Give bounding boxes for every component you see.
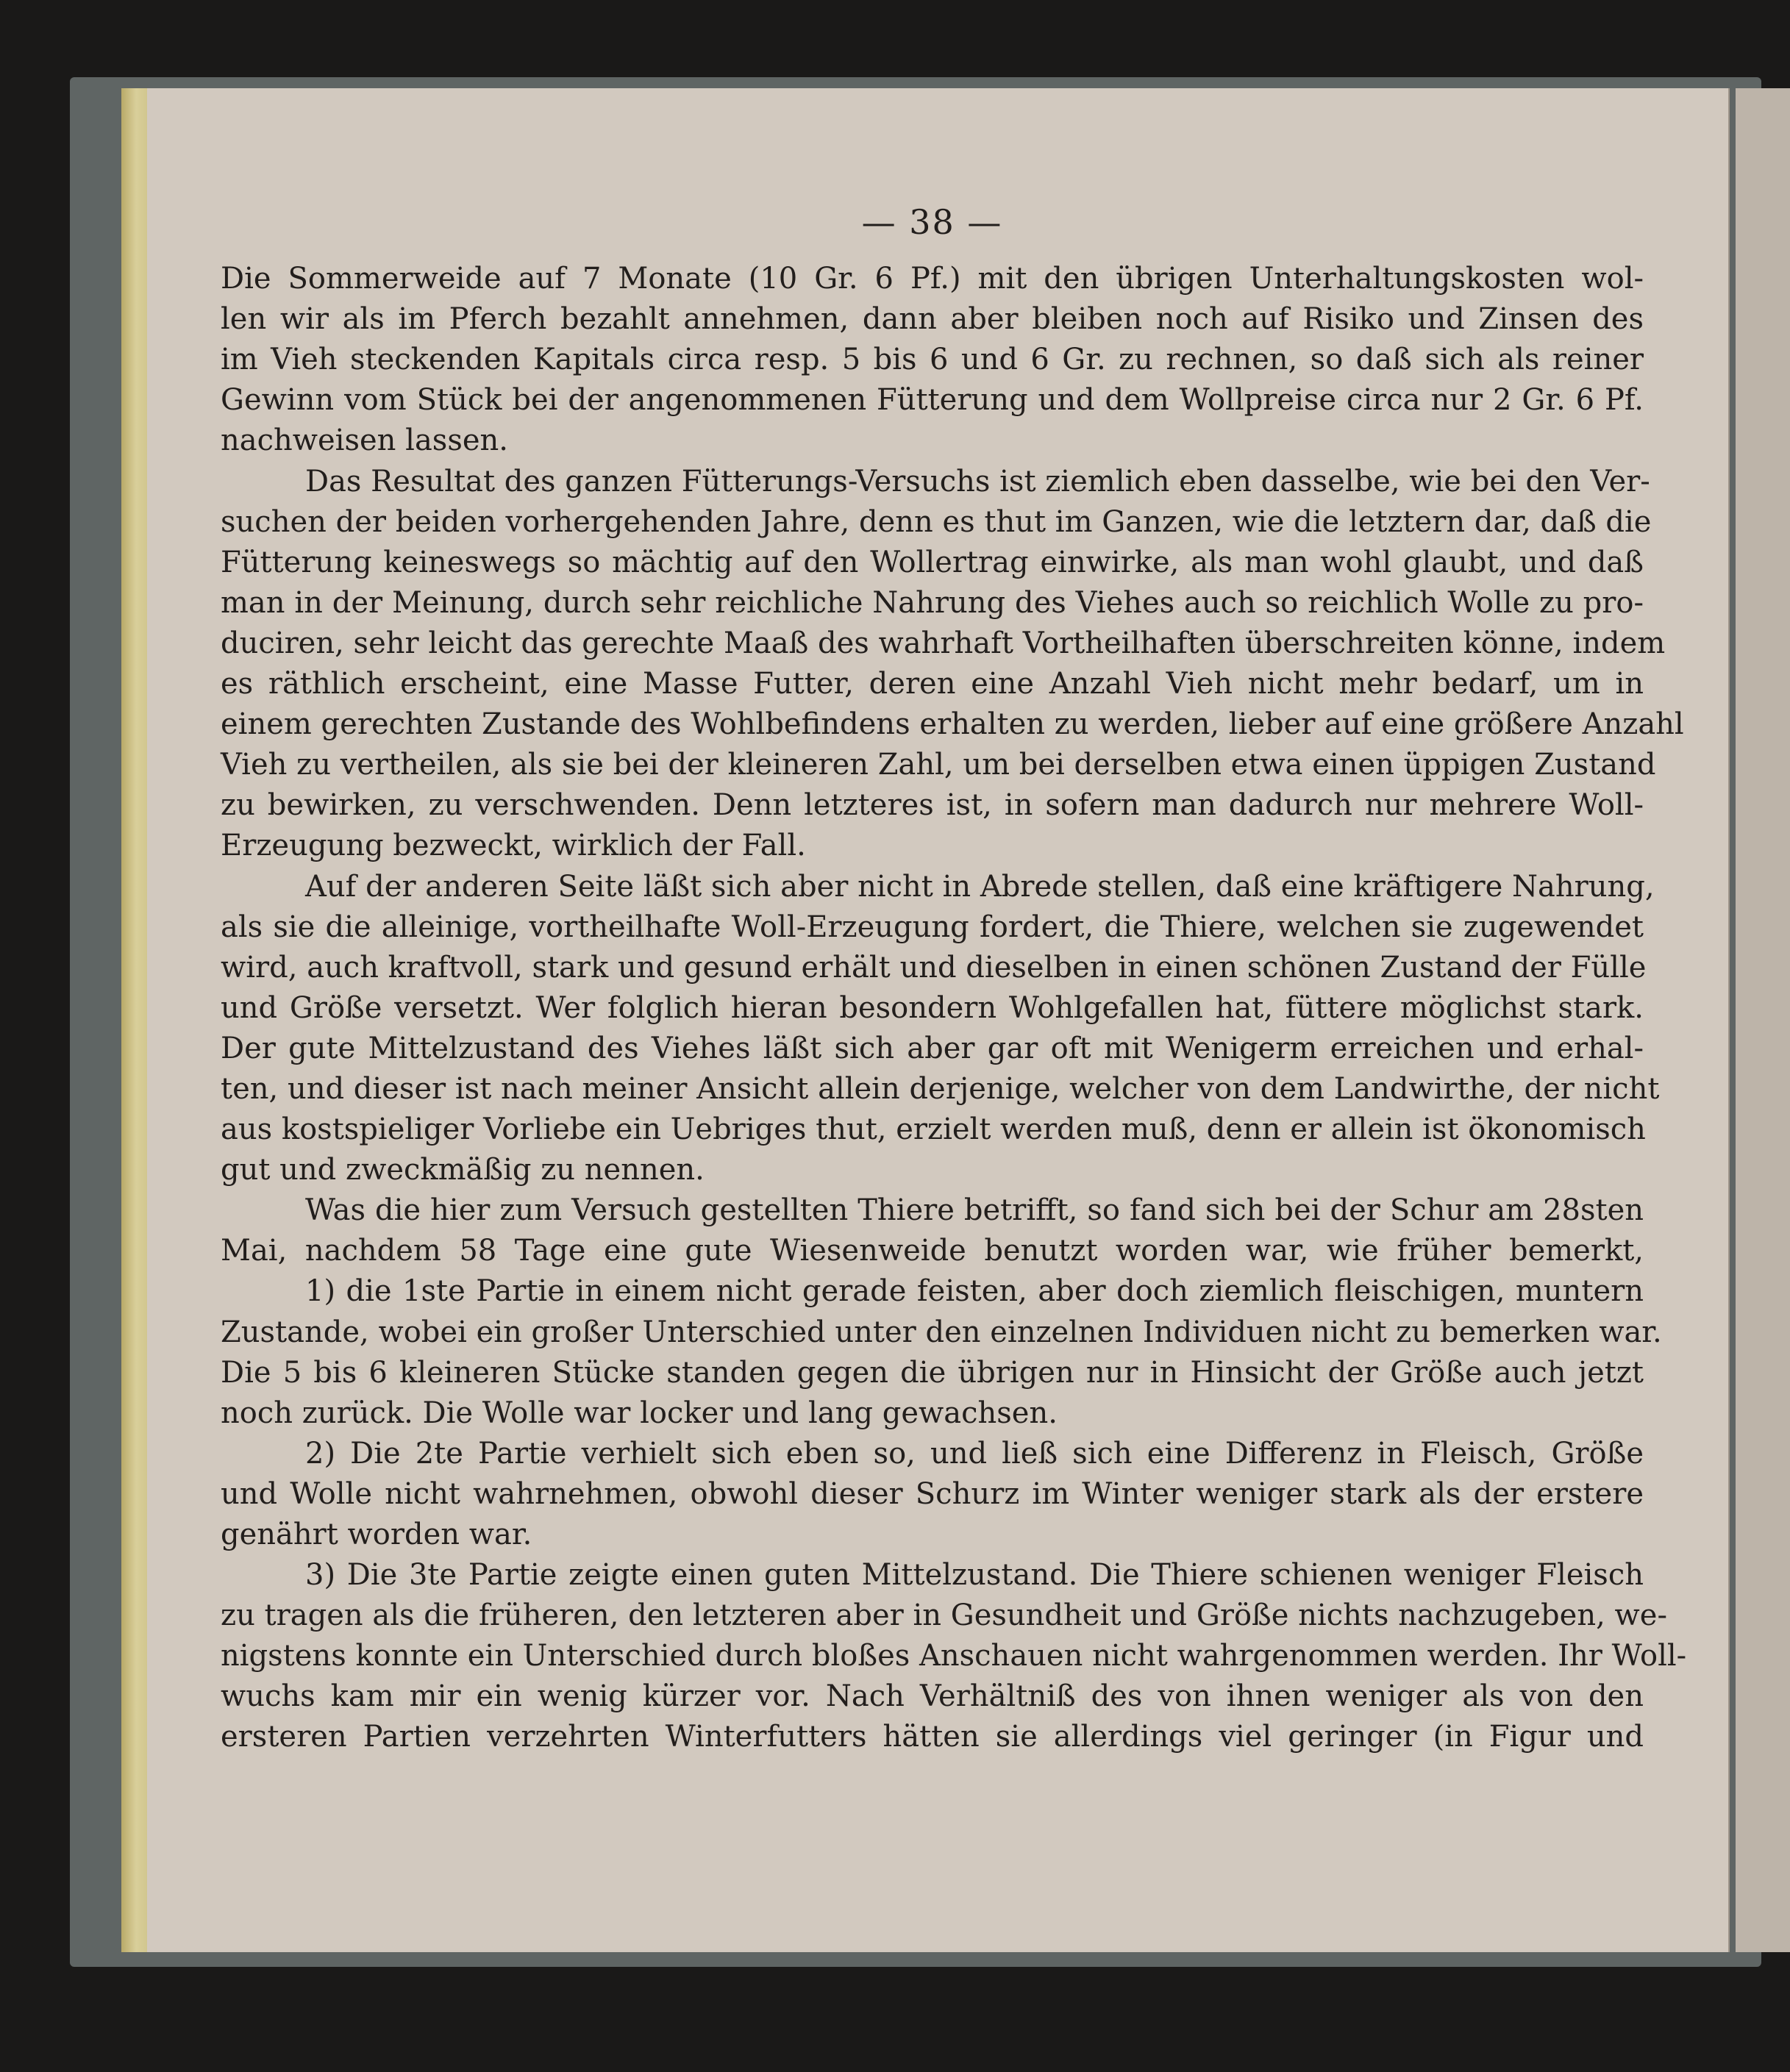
page-number: — 38 — bbox=[861, 202, 1003, 242]
text-line: Gewinn vom Stück bei der angenommenen Fütterung und dem Wollpreise circa nur 2 Gr. 6 Pf. bbox=[221, 383, 1644, 418]
text-line: ersteren Partien verzehrten Winterfutters hätten sie allerdings viel geringer (in Figur und bbox=[221, 1720, 1644, 1754]
text-line: genährt worden war. bbox=[221, 1518, 532, 1551]
adjacent-page bbox=[1736, 88, 1790, 1952]
text-block bbox=[221, 259, 1687, 1757]
text-line: Vieh zu vertheilen, als sie bei der kleineren Zahl, um bei derselben etwa einen üppigen Zustand bbox=[221, 748, 1656, 782]
text-line: Mai, nachdem 58 Tage eine gute Wiesenweide benutzt worden war, wie früher bemerkt, bbox=[221, 1234, 1644, 1268]
text-line: ten, und dieser ist nach meiner Ansicht allein derjenige, welcher von dem Landwirthe, der nicht bbox=[221, 1071, 1660, 1106]
text-line: Das Resultat des ganzen Fütterungs-Versuchs ist ziemlich eben dasselbe, wie bei den Ver- bbox=[305, 464, 1650, 499]
text-line: und Größe versetzt. Wer folglich hieran besondern Wohlgefallen hat, füttere möglichst stark. bbox=[221, 990, 1644, 1025]
text-line: Der gute Mittelzustand des Viehes läßt sich aber gar oft mit Wenigerm erreichen und erhal- bbox=[221, 1031, 1644, 1065]
text-line: len wir als im Pferch bezahlt annehmen, dann aber bleiben noch auf Risiko und Zinsen des bbox=[221, 302, 1644, 337]
text-line: Fütterung keineswegs so mächtig auf den Wollertrag einwirke, als man wohl glaubt, und daß bbox=[221, 545, 1644, 579]
text-line: 2) Die 2te Partie verhielt sich eben so, und ließ sich eine Differenz in Fleisch, Größe bbox=[305, 1436, 1644, 1471]
text-line: im Vieh steckenden Kapitals circa resp. 5 bis 6 und 6 Gr. zu rechnen, so daß sich als reiner bbox=[221, 343, 1644, 377]
text-line: einem gerechten Zustande des Wohlbefindens erhalten zu werden, lieber auf eine größere Anzahl bbox=[221, 707, 1684, 742]
text-line: als sie die alleinige, vortheilhafte Woll-Erzeugung fordert, die Thiere, welchen sie zugewendet bbox=[221, 910, 1644, 944]
text-line: noch zurück. Die Wolle war locker und lang gewachsen. bbox=[221, 1396, 1058, 1430]
text-line: wuchs kam mir ein wenig kürzer vor. Nach Verhältniß des von ihnen weniger als von den bbox=[221, 1679, 1644, 1714]
page-text bbox=[221, 202, 1687, 1758]
text-line: wird, auch kraftvoll, stark und gesund erhält und dieselben in einen schönen Zustand der Fülle bbox=[221, 950, 1647, 985]
text-line: Erzeugung bezweckt, wirklich der Fall. bbox=[221, 829, 806, 863]
text-line: aus kostspieliger Vorliebe ein Uebriges thut, erzielt werden muß, denn er allein ist ökonomisch bbox=[221, 1112, 1646, 1147]
text-line: Zustande, wobei ein großer Unterschied unter den einzelnen Individuen nicht zu bemerken war. bbox=[221, 1315, 1662, 1349]
text-line: 3) Die 3te Partie zeigte einen guten Mittelzustand. Die Thiere schienen weniger Fleisch bbox=[305, 1558, 1644, 1593]
text-line: zu tragen als die früheren, den letzteren aber in Gesundheit und Größe nichts nachzugeben, we- bbox=[221, 1598, 1667, 1633]
text-line: nachweisen lassen. bbox=[221, 424, 508, 458]
text-line: Die Sommerweide auf 7 Monate (10 Gr. 6 Pf.) mit den übrigen Unterhaltungskosten wol- bbox=[221, 262, 1644, 296]
text-line: es räthlich erscheint, eine Masse Futter, deren eine Anzahl Vieh nicht mehr bedarf, um in bbox=[221, 667, 1644, 701]
text-line: zu bewirken, zu verschwenden. Denn letzteres ist, in sofern man dadurch nur mehrere Woll- bbox=[221, 788, 1644, 823]
text-line: gut und zweckmäßig zu nennen. bbox=[221, 1153, 705, 1187]
text-line: Die 5 bis 6 kleineren Stücke standen gegen die übrigen nur in Hinsicht der Größe auch jetzt bbox=[221, 1355, 1644, 1390]
text-line: suchen der beiden vorhergehenden Jahre, denn es thut im Ganzen, wie die letztern dar, daß die bbox=[221, 504, 1652, 539]
text-line: duciren, sehr leicht das gerechte Maaß des wahrhaft Vortheilhaften überschreiten könne, indem bbox=[221, 626, 1666, 660]
text-line: und Wolle nicht wahrnehmen, obwohl dieser Schurz im Winter weniger stark als der erstere bbox=[221, 1476, 1644, 1511]
text-line: Was die hier zum Versuch gestellten Thiere betrifft, so fand sich bei der Schur am 28sten bbox=[305, 1193, 1644, 1228]
text-line: 1) die 1ste Partie in einem nicht gerade feisten, aber doch ziemlich fleischigen, muntern bbox=[305, 1274, 1644, 1309]
text-line: nigstens konnte ein Unterschied durch bloßes Anschauen nicht wahrgenommen werden. Ihr Woll- bbox=[221, 1639, 1687, 1673]
text-line: man in der Meinung, durch sehr reichliche Nahrung des Viehes auch so reichlich Wolle zu pro- bbox=[221, 585, 1644, 620]
text-line: Auf der anderen Seite läßt sich aber nicht in Abrede stellen, daß eine kräftigere Nahrung, bbox=[305, 869, 1655, 904]
